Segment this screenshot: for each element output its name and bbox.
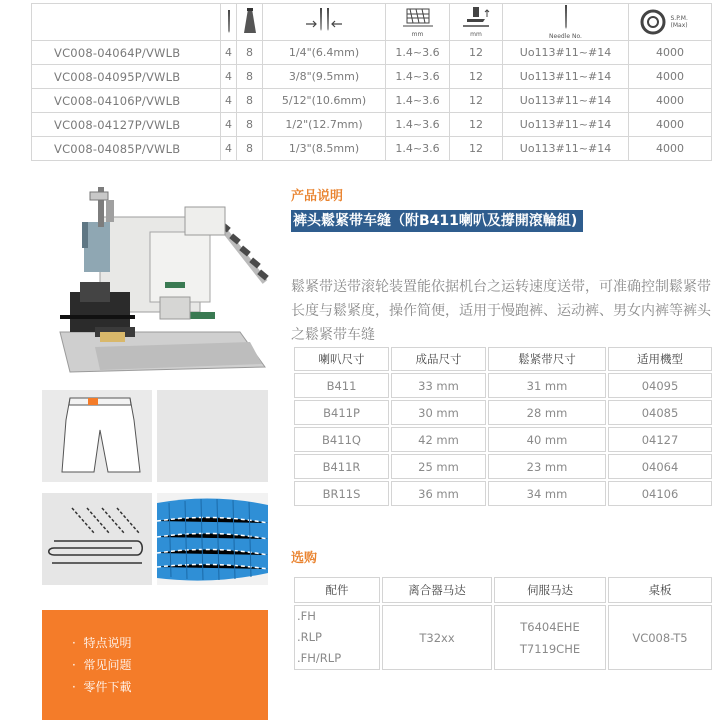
spec-row bbox=[32, 113, 712, 137]
spec-gauge: 1/2"(12.7mm) bbox=[263, 113, 386, 137]
table-cell: 25 mm bbox=[391, 454, 486, 479]
table-cell: 04106 bbox=[608, 481, 712, 506]
spec-threads: 8 bbox=[237, 41, 263, 65]
spec-stitch: 1.4~3.6 bbox=[386, 89, 450, 113]
spec-threads: 8 bbox=[237, 137, 263, 161]
spec-stitch: 1.4~3.6 bbox=[386, 65, 450, 89]
spec-needles: 4 bbox=[221, 137, 237, 161]
purchase-header-cell: 离合器马达 bbox=[382, 577, 492, 603]
spec-header-threads bbox=[237, 4, 263, 41]
spec-header-lift bbox=[450, 4, 503, 41]
spec-lift: 12 bbox=[450, 113, 503, 137]
needle-gauge-icon bbox=[304, 7, 344, 35]
spm-sub-caption: (Max) bbox=[670, 22, 688, 29]
spec-model: VC008-04095P/VWLB bbox=[32, 65, 221, 89]
servo-motor-item: T7119CHE bbox=[519, 641, 581, 656]
spec-header-row bbox=[32, 4, 712, 41]
spec-spm: 4000 bbox=[629, 89, 712, 113]
menu-bullet: · bbox=[72, 636, 76, 650]
spec-lift: 12 bbox=[450, 65, 503, 89]
side-menu bbox=[42, 610, 268, 720]
purchase-header-cell: 伺服马达 bbox=[494, 577, 606, 603]
table-row bbox=[294, 454, 712, 479]
menu-bullet: · bbox=[72, 658, 76, 672]
spec-needles: 4 bbox=[221, 113, 237, 137]
spec-gauge: 1/3"(8.5mm) bbox=[263, 137, 386, 161]
spec-row bbox=[32, 41, 712, 65]
spm-caption: S.P.M. bbox=[670, 15, 688, 22]
spec-header-gauge bbox=[263, 4, 386, 41]
product-description: 鬆紧带送带滚轮装置能依据机台之运转速度送带，可准确控制鬆紧带长度与鬆紧度，操作简便，适用于慢跑裤、运动裤、男女内裤等裤头之鬆紧带车缝 bbox=[291, 279, 711, 343]
menu-bullet: · bbox=[72, 680, 76, 694]
spec-model: VC008-04064P/VWLB bbox=[32, 41, 221, 65]
servo-motor-cell bbox=[494, 605, 606, 670]
product-section-title: 产品说明 bbox=[291, 189, 344, 204]
table-cell: BR11S bbox=[294, 481, 389, 506]
spec-lift: 12 bbox=[450, 41, 503, 65]
table-cell: 04127 bbox=[608, 427, 712, 452]
purchase-header-row bbox=[294, 577, 712, 603]
spec-needle: Uo113#11~#14 bbox=[503, 89, 629, 113]
table-row bbox=[294, 481, 712, 506]
spec-threads: 8 bbox=[237, 65, 263, 89]
spec-threads: 8 bbox=[237, 113, 263, 137]
product-banner-title: 裤头鬆紧带车缝（附B411喇叭及撐開滾輪組) bbox=[291, 210, 583, 232]
spec-threads: 8 bbox=[237, 89, 263, 113]
spec-spm: 4000 bbox=[629, 137, 712, 161]
table-row bbox=[294, 427, 712, 452]
spec-needles: 4 bbox=[221, 89, 237, 113]
menu-item-faq[interactable] bbox=[72, 654, 268, 676]
sewing-machine-image[interactable] bbox=[40, 182, 272, 382]
stitch-length-icon bbox=[401, 6, 435, 28]
table-cell: 36 mm bbox=[391, 481, 486, 506]
purchase-section-title: 选购 bbox=[291, 551, 318, 566]
spec-needle: Uo113#11~#14 bbox=[503, 65, 629, 89]
spec-model: VC008-04085P/VWLB bbox=[32, 137, 221, 161]
purchase-header-cell: 配件 bbox=[294, 577, 380, 603]
spec-model: VC008-04106P/VWLB bbox=[32, 89, 221, 113]
menu-item-features[interactable] bbox=[72, 632, 268, 654]
needle-icon bbox=[562, 4, 570, 30]
spec-header-needle-no bbox=[503, 4, 629, 41]
menu-item-label: 特点说明 bbox=[83, 636, 132, 650]
spec-needles: 4 bbox=[221, 65, 237, 89]
menu-item-label: 常见问题 bbox=[83, 658, 132, 672]
clutch-motor-cell: T32xx bbox=[382, 605, 492, 670]
table-row bbox=[294, 373, 712, 398]
spec-header-spm bbox=[629, 4, 712, 41]
spec-stitch: 1.4~3.6 bbox=[386, 41, 450, 65]
accessories-cell bbox=[294, 605, 380, 670]
accessory-item: .FH/RLP bbox=[297, 651, 342, 665]
attachment-header-cell: 喇叭尺寸 bbox=[294, 347, 389, 371]
thread-cone-icon bbox=[243, 8, 257, 34]
table-cell: B411P bbox=[294, 400, 389, 425]
spec-spm: 4000 bbox=[629, 65, 712, 89]
table-cell: 34 mm bbox=[488, 481, 606, 506]
table-cell: 30 mm bbox=[391, 400, 486, 425]
speedometer-icon bbox=[639, 9, 667, 35]
attachment-table bbox=[292, 345, 714, 508]
spec-lift: 12 bbox=[450, 137, 503, 161]
servo-motor-item: T6404EHE bbox=[520, 619, 580, 634]
spec-gauge: 1/4"(6.4mm) bbox=[263, 41, 386, 65]
spec-needle: Uo113#11~#14 bbox=[503, 41, 629, 65]
spec-header-needles bbox=[221, 4, 237, 41]
lift-mm-caption: mm bbox=[470, 31, 482, 38]
elastic-waistband-image[interactable] bbox=[157, 493, 268, 585]
purchase-header-cell: 桌板 bbox=[608, 577, 712, 603]
accessory-item: .RLP bbox=[297, 630, 322, 644]
spec-header-stitch-length bbox=[386, 4, 450, 41]
spec-spm: 4000 bbox=[629, 41, 712, 65]
spec-needles: 4 bbox=[221, 41, 237, 65]
spec-row bbox=[32, 137, 712, 161]
stitch-mm-caption: mm bbox=[411, 31, 424, 38]
attachment-header-cell: 适用機型 bbox=[608, 347, 712, 371]
spec-gauge: 3/8"(9.5mm) bbox=[263, 65, 386, 89]
table-cell: 04085 bbox=[608, 400, 712, 425]
shorts-illustration-image[interactable] bbox=[42, 390, 152, 482]
spec-stitch: 1.4~3.6 bbox=[386, 113, 450, 137]
spec-needle: Uo113#11~#14 bbox=[503, 137, 629, 161]
blank-thumbnail-image[interactable] bbox=[157, 390, 268, 482]
table-board-cell: VC008-T5 bbox=[608, 605, 712, 670]
attachment-header-cell: 成品尺寸 bbox=[391, 347, 486, 371]
attachment-header-cell: 鬆紧带尺寸 bbox=[488, 347, 606, 371]
spec-header-model bbox=[32, 4, 221, 41]
table-cell: 23 mm bbox=[488, 454, 606, 479]
table-row bbox=[294, 400, 712, 425]
menu-item-label: 零件下載 bbox=[83, 680, 132, 694]
table-cell: B411 bbox=[294, 373, 389, 398]
spec-row bbox=[32, 65, 712, 89]
spec-row bbox=[32, 89, 712, 113]
table-cell: 28 mm bbox=[488, 400, 606, 425]
stitch-diagram-image[interactable] bbox=[42, 493, 152, 585]
spec-gauge: 5/12"(10.6mm) bbox=[263, 89, 386, 113]
spec-lift: 12 bbox=[450, 89, 503, 113]
purchase-table bbox=[292, 575, 714, 672]
attachment-header-row bbox=[294, 347, 712, 371]
purchase-row bbox=[294, 605, 712, 670]
spec-model: VC008-04127P/VWLB bbox=[32, 113, 221, 137]
accessory-item: .FH bbox=[297, 609, 316, 623]
table-cell: 04095 bbox=[608, 373, 712, 398]
spec-spm: 4000 bbox=[629, 113, 712, 137]
table-cell: B411Q bbox=[294, 427, 389, 452]
table-cell: 04064 bbox=[608, 454, 712, 479]
spec-needle: Uo113#11~#14 bbox=[503, 113, 629, 137]
needle-no-caption: Needle No. bbox=[549, 33, 582, 40]
menu-item-parts-download[interactable] bbox=[72, 676, 268, 698]
spec-stitch: 1.4~3.6 bbox=[386, 137, 450, 161]
table-cell: 31 mm bbox=[488, 373, 606, 398]
table-cell: B411R bbox=[294, 454, 389, 479]
spec-table bbox=[31, 3, 712, 161]
table-cell: 40 mm bbox=[488, 427, 606, 452]
presser-foot-lift-icon bbox=[461, 6, 491, 28]
single-needle-icon bbox=[225, 9, 233, 33]
table-cell: 33 mm bbox=[391, 373, 486, 398]
table-cell: 42 mm bbox=[391, 427, 486, 452]
